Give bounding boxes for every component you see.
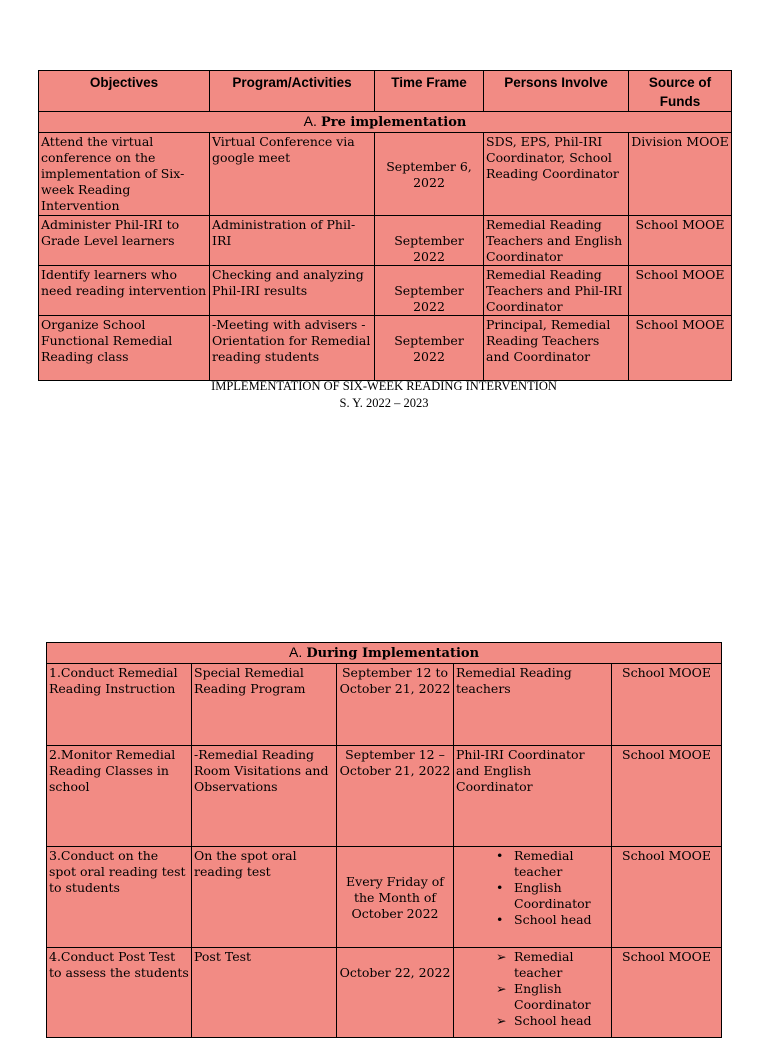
persons-cell: Remedial Reading Teachers and English Coordinator [484,216,629,266]
header-program-activities: Program/Activities [210,71,375,112]
section-row [39,112,732,133]
arrow-bullet-icon: ➢ [496,981,507,996]
objective-cell: Attend the virtual conference on the implementation of Six-week Reading Intervention [39,133,210,216]
time-frame-cell: September 2022 [375,266,484,316]
persons-cell: Phil-IRI Coordinator and English Coordinator [454,746,612,847]
persons-cell: Remedial Reading teachers [454,664,612,746]
objective-cell: Organize School Functional Remedial Reading class [39,316,210,381]
table-row [47,948,722,1038]
persons-cell [454,847,612,948]
header-persons-involve: Persons Involve [484,71,629,112]
person-text: School head [514,912,592,927]
list-item [456,848,609,880]
person-text: English Coordinator [514,880,591,911]
persons-cell: Principal, Remedial Reading Teachers and Coordinator [484,316,629,381]
table-row [39,133,732,216]
header-time-frame: Time Frame [375,71,484,112]
funds-cell: School MOOE [629,266,732,316]
header-source-of-funds: Source of Funds [629,71,732,112]
time-frame-cell: September 6, 2022 [375,133,484,216]
activity-cell: Special Remedial Reading Program [192,664,337,746]
objective-cell: 4.Conduct Post Test to assess the students [47,948,192,1038]
person-text: English Coordinator [514,981,591,1012]
time-frame-cell: September 12 to October 21, 2022 [337,664,454,746]
section-name: Pre implementation [320,115,467,130]
list-item [456,880,609,912]
table-row [47,847,722,948]
list-item [456,949,609,981]
section-letter: A. [303,113,317,129]
activity-cell: Virtual Conference via google meet [210,133,375,216]
document-title: IMPLEMENTATION OF SIX-WEEK READING INTERVENTION [211,379,557,393]
section-name: During Implementation [306,646,480,661]
table-row [39,266,732,316]
table-row [47,746,722,847]
funds-cell: School MOOE [612,664,722,746]
time-frame-cell: September 2022 [375,216,484,266]
persons-cell [454,948,612,1038]
activity-cell: -Meeting with advisers -Orientation for Remedial reading students [210,316,375,381]
person-text: Remedial teacher [514,848,574,879]
list-item [456,912,609,928]
table-row [47,664,722,746]
objective-cell: 1.Conduct Remedial Reading Instruction [47,664,192,746]
table-header-row [39,71,732,112]
section-row [47,643,722,664]
person-text: School head [514,1013,592,1028]
list-item [456,981,609,1013]
time-frame-cell: September 2022 [375,316,484,381]
person-text: Remedial teacher [514,949,574,980]
list-item [456,1013,609,1029]
funds-cell: School MOOE [612,948,722,1038]
time-frame-cell: Every Friday of the Month of October 2022 [337,847,454,948]
section-title [39,112,732,133]
objective-cell: Administer Phil-IRI to Grade Level learners [39,216,210,266]
table-row [39,216,732,266]
activity-cell: -Remedial Reading Room Visitations and Observations [192,746,337,847]
persons-list [456,848,609,928]
persons-cell: Remedial Reading Teachers and Phil-IRI Coordinator [484,266,629,316]
bullet-icon: • [496,880,504,895]
activity-cell: On the spot oral reading test [192,847,337,948]
funds-cell: School MOOE [629,216,732,266]
activity-cell: Post Test [192,948,337,1038]
persons-list [456,949,609,1029]
header-objectives: Objectives [39,71,210,112]
school-year: S. Y. 2022 – 2023 [339,396,429,410]
objective-cell: Identify learners who need reading intervention [39,266,210,316]
activity-cell: Checking and analyzing Phil-IRI results [210,266,375,316]
during-implementation-table [46,642,722,1038]
bullet-icon: • [496,848,504,863]
objective-cell: 2.Monitor Remedial Reading Classes in school [47,746,192,847]
activity-cell: Administration of Phil-IRI [210,216,375,266]
table-row [39,316,732,381]
section-title [47,643,722,664]
funds-cell: School MOOE [612,746,722,847]
arrow-bullet-icon: ➢ [496,949,507,964]
time-frame-cell: October 22, 2022 [337,948,454,1038]
funds-cell: School MOOE [612,847,722,948]
time-frame-cell: September 12 – October 21, 2022 [337,746,454,847]
persons-cell: SDS, EPS, Phil-IRI Coordinator, School Reading Coordinator [484,133,629,216]
objective-cell: 3.Conduct on the spot oral reading test to students [47,847,192,948]
funds-cell: School MOOE [629,316,732,381]
section-letter: A. [288,644,303,660]
pre-implementation-table [38,70,732,381]
bullet-icon: • [496,912,504,927]
funds-cell: Division MOOE [629,133,732,216]
arrow-bullet-icon: ➢ [496,1013,507,1028]
